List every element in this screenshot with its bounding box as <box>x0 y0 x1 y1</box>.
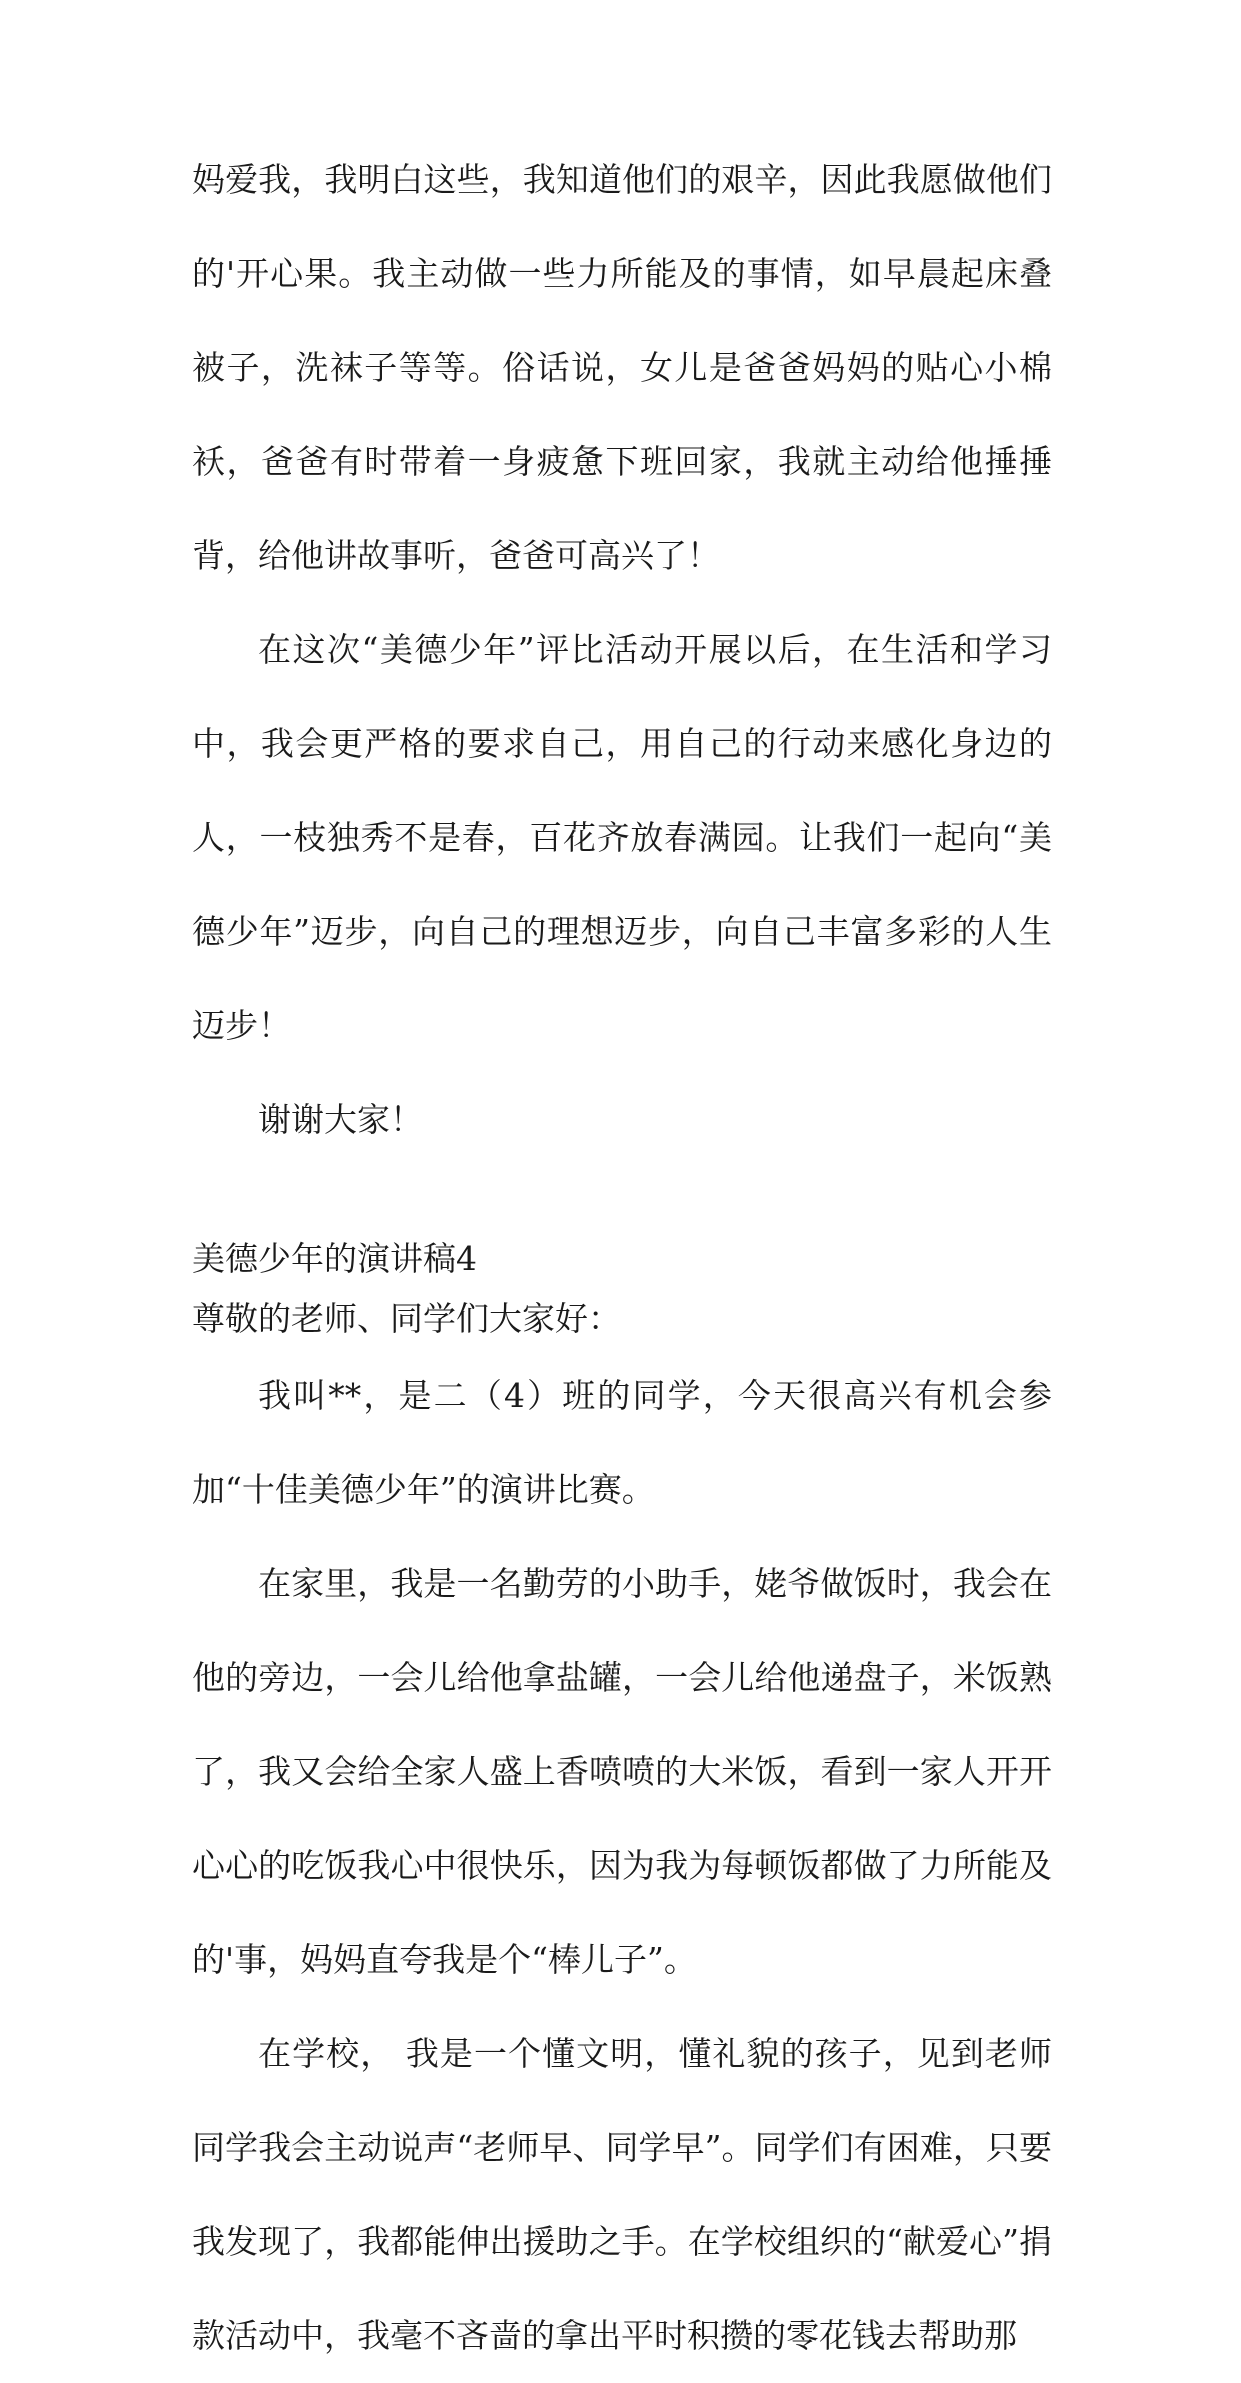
section-gap <box>192 1167 1052 1229</box>
paragraph-intro: 我叫**，是二（4）班的同学，今天很高兴有机会参加“十佳美德少年”的演讲比赛。 <box>192 1376 1052 1509</box>
document-body <box>192 157 1052 2383</box>
thanks-line: 谢谢大家！ <box>258 1100 423 1139</box>
section-title: 美德少年的演讲稿4 <box>192 1239 477 1278</box>
salutation: 尊敬的老师、同学们大家好： <box>192 1299 621 1338</box>
paragraph-home: 在家里，我是一名勤劳的小助手，姥爷做饭时，我会在他的旁边，一会儿给他拿盐罐，一会儿给他递盘子，米饭熟了，我又会给全家人盛上香喷喷的大米饭，看到一家人开开心心的吃饭我心中很快乐，因为我为每顿饭都做了力所能及的'事，妈妈直夸我是个“棒儿子”。 <box>192 1564 1052 1979</box>
paragraph-commitment: 在这次“美德少年”评比活动开展以后，在生活和学习中，我会更严格的要求自己，用自己的行动来感化身边的人，一枝独秀不是春，百花齐放春满园。让我们一起向“美德少年”迈步，向自己的理想迈步，向自己丰富多彩的人生迈步！ <box>192 630 1052 1045</box>
paragraph-school: 在学校， 我是一个懂文明，懂礼貌的孩子，见到老师同学我会主动说声“老师早、同学早”。同学们有困难，只要我发现了，我都能伸出援助之手。在学校组织的“献爱心”捐款活动中，我毫不吝啬的拿出平时积攒的零花钱去帮助那 <box>192 2034 1052 2355</box>
continuation-paragraph: 妈爱我，我明白这些，我知道他们的艰辛，因此我愿做他们的'开心果。我主动做一些力所能及的事情，如早晨起床叠被子，洗袜子等等。俗话说，女儿是爸爸妈妈的贴心小棉袄，爸爸有时带着一身疲惫下班回家，我就主动给他捶捶背，给他讲故事听，爸爸可高兴了！ <box>192 160 1052 575</box>
